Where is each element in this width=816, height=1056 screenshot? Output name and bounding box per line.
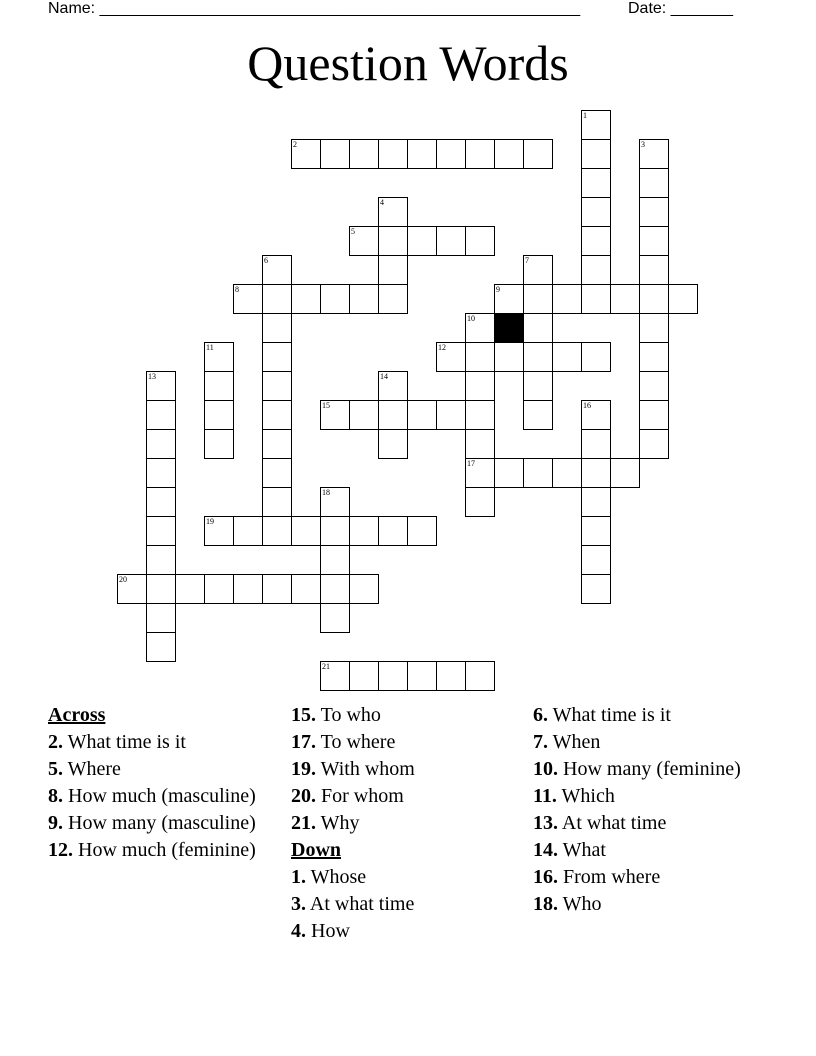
crossword-cell[interactable] [523,342,553,372]
clue-number: 21 [322,662,330,671]
crossword-cell[interactable] [552,342,582,372]
clue-number: 1. [291,866,306,888]
crossword-cell[interactable] [494,139,524,169]
crossword-cell[interactable] [146,429,176,459]
clue-number: 18. [533,893,558,915]
crossword-cell[interactable] [146,545,176,575]
clue-number: 16 [583,401,591,410]
crossword-cell[interactable] [639,371,669,401]
crossword-cell[interactable] [378,139,408,169]
crossword-cell[interactable] [494,458,524,488]
crossword-cell[interactable] [639,226,669,256]
crossword-cell[interactable] [291,574,321,604]
clue-item [291,784,521,808]
clue-item [533,703,773,727]
crossword-cell[interactable] [465,458,495,488]
crossword-cell[interactable] [146,458,176,488]
crossword-cell[interactable] [320,603,350,633]
crossword-cell[interactable] [581,197,611,227]
crossword-cell[interactable] [349,284,379,314]
crossword-cell[interactable] [581,574,611,604]
crossword-cell[interactable] [175,574,205,604]
crossword-cell[interactable] [552,458,582,488]
crossword-cell[interactable] [262,313,292,343]
crossword-cell[interactable] [262,458,292,488]
clue-number: 17 [467,459,475,468]
clue-number: 3. [291,893,306,915]
crossword-cell[interactable] [610,284,640,314]
crossword-cell[interactable] [523,284,553,314]
crossword-cell[interactable] [349,574,379,604]
clue-number: 14. [533,839,558,861]
black-cell [494,313,524,343]
clue-text: From where [558,866,661,888]
clue-number: 6. [533,704,548,726]
crossword-cell[interactable] [262,400,292,430]
clue-text: At what time [558,812,667,834]
crossword-cell[interactable] [668,284,698,314]
clue-number: 8. [48,785,63,807]
clue-item [533,730,773,754]
clue-text: How many (feminine) [558,758,741,780]
date-field-label[interactable]: Date: _______ [628,0,733,17]
crossword-cell[interactable] [320,574,350,604]
crossword-cell[interactable] [639,168,669,198]
clue-number: 8 [235,285,239,294]
crossword-cell[interactable] [146,574,176,604]
crossword-cell[interactable] [349,661,379,691]
crossword-cell[interactable] [494,342,524,372]
crossword-cell[interactable] [465,342,495,372]
clue-number: 2. [48,731,63,753]
clue-number: 9. [48,812,63,834]
clue-number: 9 [496,285,500,294]
clue-text: Why [316,812,360,834]
crossword-cell[interactable] [378,226,408,256]
crossword-cell[interactable] [581,400,611,430]
crossword-cell[interactable] [465,661,495,691]
page-title: Question Words [247,35,569,91]
crossword-cell[interactable] [320,661,350,691]
crossword-cell[interactable] [639,284,669,314]
crossword-cell[interactable] [378,197,408,227]
crossword-cell[interactable] [378,284,408,314]
clue-item [291,703,521,727]
clue-item [291,919,521,943]
crossword-cell[interactable] [262,255,292,285]
crossword-cell[interactable] [639,313,669,343]
crossword-cell[interactable] [204,574,234,604]
clue-item [291,757,521,781]
clue-text: Who [558,893,602,915]
clue-text: Where [63,758,121,780]
crossword-cell[interactable] [581,458,611,488]
crossword-cell[interactable] [262,371,292,401]
clue-text: Which [556,785,615,807]
clue-item [291,730,521,754]
crossword-cell[interactable] [262,487,292,517]
crossword-cell[interactable] [320,545,350,575]
clue-item [48,838,278,862]
crossword-cell[interactable] [581,429,611,459]
clue-number: 2 [293,140,297,149]
crossword-cell[interactable] [436,400,466,430]
crossword-cell[interactable] [146,632,176,662]
clue-column-3 [533,703,773,919]
crossword-cell[interactable] [581,516,611,546]
crossword-cell[interactable] [320,516,350,546]
crossword-cell[interactable] [639,255,669,285]
clue-text: What time is it [548,704,671,726]
clue-item [533,892,773,916]
down-heading: Down [291,839,342,861]
crossword-cell[interactable] [407,661,437,691]
clue-item [48,784,278,808]
clue-number: 13 [148,372,156,381]
crossword-cell[interactable] [204,371,234,401]
clue-number: 17. [291,731,316,753]
crossword-cell[interactable] [320,139,350,169]
crossword-cell[interactable] [639,429,669,459]
clue-text: What [558,839,606,861]
clue-item [48,811,278,835]
crossword-cell[interactable] [146,400,176,430]
clue-item [533,838,773,862]
clue-text: Whose [306,866,367,888]
clue-number: 20. [291,785,316,807]
crossword-cell[interactable] [204,400,234,430]
clue-number: 6 [264,256,268,265]
clue-item [533,811,773,835]
crossword-cell[interactable] [581,284,611,314]
crossword-cell[interactable] [291,139,321,169]
crossword-cell[interactable] [581,226,611,256]
crossword-cell[interactable] [523,255,553,285]
clue-text: When [548,731,601,753]
crossword-cell[interactable] [378,516,408,546]
clue-number: 16. [533,866,558,888]
crossword-cell[interactable] [262,429,292,459]
crossword-cell[interactable] [639,342,669,372]
crossword-cell[interactable] [494,284,524,314]
crossword-cell[interactable] [465,400,495,430]
crossword-cell[interactable] [523,400,553,430]
clue-item [533,757,773,781]
clue-number: 11. [533,785,557,807]
crossword-cell[interactable] [233,516,263,546]
crossword-cell[interactable] [407,400,437,430]
crossword-cell[interactable] [436,342,466,372]
crossword-cell[interactable] [523,139,553,169]
crossword-cell[interactable] [204,516,234,546]
crossword-cell[interactable] [320,400,350,430]
clue-number: 20 [119,575,127,584]
crossword-cell[interactable] [378,429,408,459]
crossword-cell[interactable] [146,487,176,517]
clue-number: 12 [438,343,446,352]
crossword-cell[interactable] [262,516,292,546]
clue-number: 3 [641,140,645,149]
clue-number: 7. [533,731,548,753]
crossword-cell[interactable] [581,110,611,140]
clue-number: 15 [322,401,330,410]
crossword-cell[interactable] [639,400,669,430]
crossword-cell[interactable] [378,400,408,430]
crossword-cell[interactable] [436,139,466,169]
clue-number: 19 [206,517,214,526]
clue-item [48,757,278,781]
crossword-cell[interactable] [465,371,495,401]
crossword-cell[interactable] [436,226,466,256]
clue-number: 10. [533,758,558,780]
clue-text: For whom [316,785,404,807]
clue-text: To who [316,704,381,726]
clue-number: 15. [291,704,316,726]
clue-text: How much (feminine) [73,839,256,861]
name-field-label[interactable]: Name: ______________________________________________________ [48,0,581,17]
clue-item [291,811,521,835]
clue-text: To where [316,731,396,753]
crossword-cell[interactable] [465,429,495,459]
clue-number: 1 [583,111,587,120]
clue-number: 14 [380,372,388,381]
clue-number: 4. [291,920,306,942]
clue-item [291,892,521,916]
crossword-cell[interactable] [233,284,263,314]
crossword-cell[interactable] [407,516,437,546]
clue-number: 18 [322,488,330,497]
crossword-cell[interactable] [146,603,176,633]
crossword-cell[interactable] [262,574,292,604]
crossword-cell[interactable] [204,342,234,372]
crossword-cell[interactable] [639,139,669,169]
crossword-cell[interactable] [320,284,350,314]
crossword-cell[interactable] [552,284,582,314]
crossword-cell[interactable] [581,487,611,517]
crossword-cell[interactable] [349,516,379,546]
crossword-cell[interactable] [523,313,553,343]
crossword-cell[interactable] [465,313,495,343]
clue-text: How much (masculine) [63,785,256,807]
clue-text: How many (masculine) [63,812,256,834]
crossword-cell[interactable] [349,226,379,256]
crossword-cell[interactable] [378,661,408,691]
crossword-cell[interactable] [436,661,466,691]
clue-number: 12. [48,839,73,861]
clue-number: 5 [351,227,355,236]
clue-number: 7 [525,256,529,265]
crossword-cell[interactable] [581,255,611,285]
crossword-cell[interactable] [233,574,263,604]
crossword-cell[interactable] [349,139,379,169]
clue-number: 5. [48,758,63,780]
crossword-cell[interactable] [378,255,408,285]
crossword-cell[interactable] [407,139,437,169]
clue-item [291,865,521,889]
crossword-cell[interactable] [146,516,176,546]
clue-number: 10 [467,314,475,323]
clue-number: 4 [380,198,384,207]
crossword-cell[interactable] [581,342,611,372]
clue-item [48,730,278,754]
clue-item [533,784,773,808]
crossword-cell[interactable] [465,226,495,256]
crossword-cell[interactable] [349,400,379,430]
clue-text: What time is it [63,731,186,753]
clue-number: 13. [533,812,558,834]
crossword-cell[interactable] [291,284,321,314]
crossword-cell[interactable] [581,139,611,169]
crossword-cell[interactable] [262,284,292,314]
crossword-cell[interactable] [465,139,495,169]
clue-text: With whom [316,758,415,780]
clue-number: 19. [291,758,316,780]
clue-item [533,865,773,889]
crossword-cell[interactable] [204,429,234,459]
crossword-cell[interactable] [146,371,176,401]
crossword-cell[interactable] [465,487,495,517]
crossword-cell[interactable] [639,197,669,227]
clue-text: How [306,920,350,942]
crossword-cell[interactable] [610,458,640,488]
crossword-cell[interactable] [378,371,408,401]
clue-text: At what time [306,893,415,915]
clue-number: 21. [291,812,316,834]
crossword-cell[interactable] [117,574,147,604]
clue-column-1 [48,703,278,865]
across-heading: Across [48,704,106,726]
crossword-cell[interactable] [407,226,437,256]
crossword-cell[interactable] [523,371,553,401]
crossword-cell[interactable] [581,545,611,575]
clue-number: 11 [206,343,214,352]
crossword-cell[interactable] [262,342,292,372]
crossword-cell[interactable] [581,168,611,198]
clue-column-2 [291,703,521,946]
crossword-cell[interactable] [291,516,321,546]
crossword-cell[interactable] [320,487,350,517]
crossword-cell[interactable] [523,458,553,488]
